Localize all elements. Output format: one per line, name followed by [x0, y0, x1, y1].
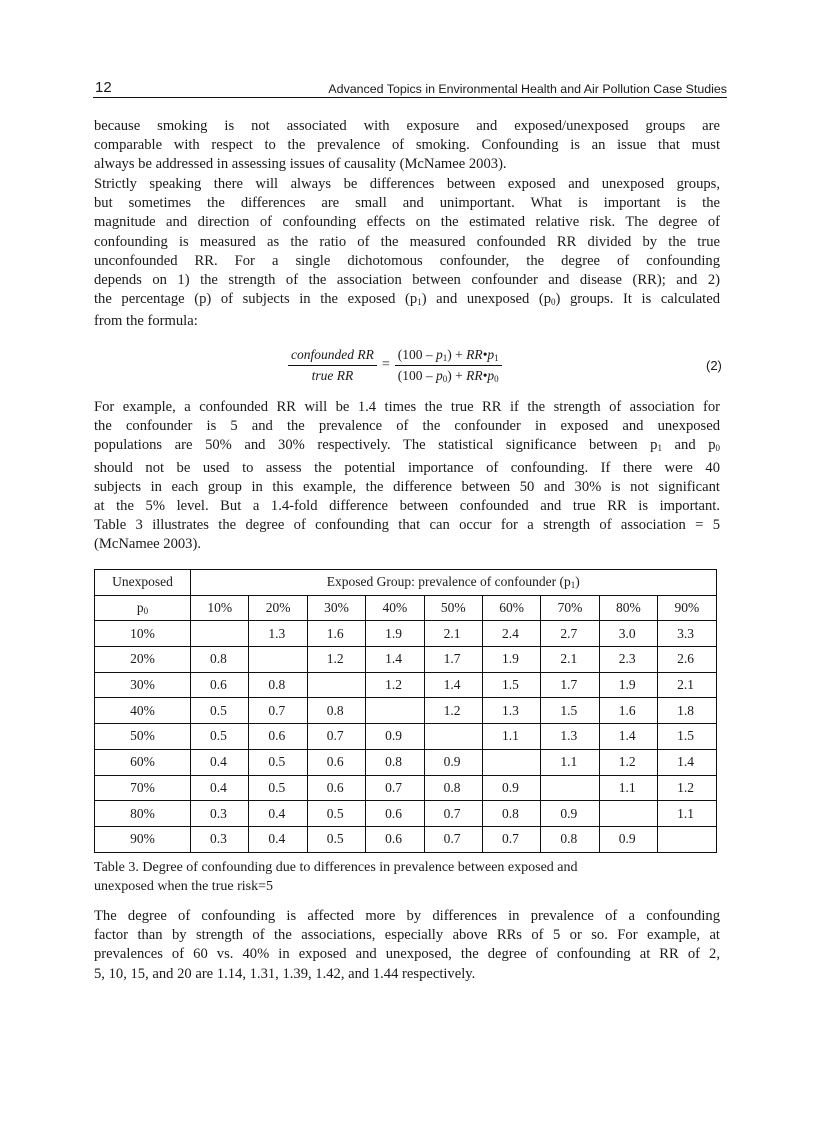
table-cell: 0.7: [424, 801, 482, 827]
text-line: Table 3 illustrates the degree of confounding that can occur for a strength of association = 5: [94, 517, 720, 534]
table-cell: 0.8: [482, 801, 540, 827]
table-cell: 1.4: [424, 672, 482, 698]
group-header: [191, 570, 717, 596]
fraction-denominator: true RR: [311, 367, 354, 383]
variable: RR•p: [466, 367, 495, 383]
fraction-numerator: confounded RR: [288, 347, 377, 366]
subscript: 1: [442, 352, 448, 363]
caption-line: Table 3. Degree of confounding due to differences in prevalence between exposed and: [94, 860, 578, 875]
row-header: 20%: [95, 647, 191, 673]
page-number: 12: [95, 79, 112, 96]
table-cell: [424, 724, 482, 750]
text-line: because smoking is not associated with exposure and exposed/unexposed groups are: [94, 118, 720, 134]
table-cell: 2.6: [658, 647, 716, 673]
table-cell: [658, 826, 716, 852]
row-header: 50%: [95, 724, 191, 750]
column-header: 70%: [541, 595, 599, 621]
row-header-label: [95, 595, 191, 621]
text-fragment: Exposed Group: prevalence of confounder (p: [326, 574, 571, 590]
text-line: [94, 290, 720, 312]
table-cell: 2.7: [541, 621, 599, 647]
column-header: 80%: [599, 595, 657, 621]
table-cell: [599, 801, 657, 827]
text-fragment: ) +: [447, 367, 467, 383]
table-cell: 1.6: [307, 621, 365, 647]
column-header: 90%: [658, 595, 716, 621]
table-cell: 0.8: [424, 775, 482, 801]
text-fragment: the percentage (p) of subjects in the exposed (p: [94, 291, 418, 308]
subscript: 0: [442, 373, 448, 384]
paragraph-example: [94, 398, 720, 555]
text-line: depends on 1) the strength of the association between confounder and disease (RR); and 2): [94, 272, 720, 289]
table-cell: 1.9: [482, 647, 540, 673]
equation-confounding-ratio: [288, 344, 502, 386]
text-line: For example, a confounded RR will be 1.4 times the true RR if the strength of association for: [94, 399, 720, 415]
caption-line: unexposed when the true risk=5: [94, 879, 273, 894]
paragraph-confounding-degree: [94, 175, 720, 332]
subscript: 1: [417, 297, 422, 308]
text-fragment: ) and unexposed (p: [421, 291, 552, 308]
text-line: factor than by strength of the associations, especially above RRs of 5 or so. For example, at: [94, 927, 720, 944]
column-header: 60%: [482, 595, 540, 621]
table-cell: 0.6: [191, 672, 249, 698]
text-line: should not be used to assess the potential importance of confounding. If there were 40: [94, 459, 720, 476]
table-cell: 0.7: [249, 698, 307, 724]
text-line: Strictly speaking there will always be differences between exposed and unexposed groups,: [94, 176, 720, 192]
table-cell: 1.1: [599, 775, 657, 801]
table-cell: 1.2: [599, 749, 657, 775]
text-line: unconfounded RR. For a single dichotomous confounder, the degree of confounding: [94, 252, 720, 269]
table-cell: 0.9: [482, 775, 540, 801]
table-cell: 0.7: [424, 826, 482, 852]
table-caption: [94, 858, 720, 896]
table-cell: 3.0: [599, 621, 657, 647]
text-fragment: (100 –: [397, 367, 437, 383]
row-header: 80%: [95, 801, 191, 827]
variable: p: [436, 367, 443, 383]
table-cell: 1.2: [307, 647, 365, 673]
row-header: 40%: [95, 698, 191, 724]
variable: RR•p: [466, 346, 495, 362]
fraction-denominator: [395, 366, 502, 384]
table-cell: 1.8: [658, 698, 716, 724]
subscript: 1: [494, 352, 499, 363]
fraction-numerator: [395, 347, 502, 366]
paragraph-causality: [94, 117, 720, 175]
table-cell: 1.2: [424, 698, 482, 724]
table-cell: 0.6: [307, 749, 365, 775]
table-row: [95, 621, 717, 647]
table-cell: 0.8: [307, 698, 365, 724]
column-header: 20%: [249, 595, 307, 621]
fraction-left: [288, 347, 377, 384]
table-cell: 1.4: [658, 749, 716, 775]
table-cell: 1.2: [366, 672, 424, 698]
table-row: [95, 801, 717, 827]
table-row: [95, 826, 717, 852]
column-header: 30%: [307, 595, 365, 621]
table-cell: 0.6: [366, 801, 424, 827]
row-header: 70%: [95, 775, 191, 801]
table-cell: 0.3: [191, 826, 249, 852]
table-cell: 1.4: [599, 724, 657, 750]
text-line: from the formula:: [94, 313, 198, 330]
table-cell: [307, 672, 365, 698]
table-cell: 1.3: [482, 698, 540, 724]
page-header: [93, 79, 727, 98]
table-cell: 2.1: [424, 621, 482, 647]
column-header: 50%: [424, 595, 482, 621]
text-fragment: ) +: [447, 346, 467, 362]
text-fragment: ): [575, 574, 580, 590]
table-cell: 2.3: [599, 647, 657, 673]
text-line: the confounder is 5 and the prevalence of the confounder in exposed and unexposed: [94, 418, 720, 435]
text-fragment: populations are 50% and 30% respectively. The statistical significance between p: [94, 437, 658, 454]
text-fragment: and p: [661, 437, 716, 454]
table-row: [95, 672, 717, 698]
table-cell: 0.8: [249, 672, 307, 698]
table-cell: 1.9: [599, 672, 657, 698]
table-cell: 0.6: [307, 775, 365, 801]
table-cell: [366, 698, 424, 724]
corner-header: Unexposed: [95, 570, 191, 596]
table-cell: 0.5: [307, 826, 365, 852]
table-cell: 1.7: [424, 647, 482, 673]
table-cell: [541, 775, 599, 801]
table-cell: 0.7: [482, 826, 540, 852]
table-cell: 1.3: [249, 621, 307, 647]
table-row: [95, 647, 717, 673]
table-cell: 0.5: [191, 698, 249, 724]
subscript: 0: [494, 373, 499, 384]
table-cell: 0.3: [191, 801, 249, 827]
column-header: 40%: [366, 595, 424, 621]
row-header: 30%: [95, 672, 191, 698]
table-cell: 0.4: [191, 749, 249, 775]
text-line: but sometimes the differences are small and unimportant. What is important is the: [94, 195, 720, 212]
row-header: 10%: [95, 621, 191, 647]
table-cell: 2.1: [658, 672, 716, 698]
table-cell: 0.8: [191, 647, 249, 673]
table-cell: 0.6: [249, 724, 307, 750]
text-line: comparable with respect to the prevalence of smoking. Confounding is an issue that must: [94, 137, 720, 154]
table-cell: 1.4: [366, 647, 424, 673]
table-cell: 0.5: [307, 801, 365, 827]
subscript: 0: [143, 606, 149, 617]
text-line: subjects in each group in this example, the difference between 50 and 30% is not significant: [94, 478, 720, 495]
row-header: 60%: [95, 749, 191, 775]
subscript: 0: [715, 443, 720, 454]
table-cell: 0.9: [366, 724, 424, 750]
subscript: 1: [570, 580, 576, 591]
table-cell: 0.6: [366, 826, 424, 852]
text-line: The degree of confounding is affected more by differences in prevalence of a confounding: [94, 908, 720, 924]
table-cell: 0.5: [249, 749, 307, 775]
table-cell: 2.4: [482, 621, 540, 647]
table-row: [95, 698, 717, 724]
table-row: [95, 775, 717, 801]
text-line: (McNamee 2003).: [94, 536, 201, 553]
table-column-header-row: [95, 595, 717, 621]
text-line: prevalences of 60 vs. 40% in exposed and unexposed, the degree of confounding at RR of 2,: [94, 946, 720, 963]
table-cell: 0.4: [191, 775, 249, 801]
table-cell: 1.1: [541, 749, 599, 775]
equals-sign: =: [381, 357, 390, 372]
table-cell: 2.1: [541, 647, 599, 673]
table-cell: [482, 749, 540, 775]
table-cell: 1.5: [541, 698, 599, 724]
table-cell: 0.4: [249, 801, 307, 827]
equation-number: (2): [706, 358, 722, 373]
table-cell: 1.5: [482, 672, 540, 698]
table-cell: 1.7: [541, 672, 599, 698]
table-row: [95, 724, 717, 750]
text-line: [94, 436, 720, 458]
table-cell: 0.7: [307, 724, 365, 750]
running-title: Advanced Topics in Environmental Health and Air Pollution Case Studies: [328, 82, 727, 96]
table-cell: 1.6: [599, 698, 657, 724]
table-cell: 1.3: [541, 724, 599, 750]
table-cell: 0.8: [541, 826, 599, 852]
table-cell: 3.3: [658, 621, 716, 647]
text-fragment: ) groups. It is calculated: [555, 291, 720, 308]
text-fragment: (100 –: [397, 346, 437, 362]
table-row: [95, 749, 717, 775]
confounding-table: [94, 569, 717, 853]
table-cell: 0.8: [366, 749, 424, 775]
table-cell: [191, 621, 249, 647]
column-header: 10%: [191, 595, 249, 621]
text-line: always be addressed in assessing issues of causality (McNamee 2003).: [94, 156, 507, 173]
subscript: 0: [551, 297, 556, 308]
table-cell: 1.2: [658, 775, 716, 801]
text-line: confounding is measured as the ratio of the measured confounded RR divided by the true: [94, 233, 720, 250]
text-line: at the 5% level. But a 1.4-fold difference between confounded and true RR is important.: [94, 498, 720, 515]
table-cell: 0.9: [541, 801, 599, 827]
text-fragment: p: [136, 600, 144, 616]
table-cell: 0.5: [191, 724, 249, 750]
table-cell: 0.4: [249, 826, 307, 852]
table-header-row: [95, 570, 717, 596]
fraction-right: [395, 347, 502, 384]
table-cell: 1.1: [482, 724, 540, 750]
row-header: 90%: [95, 826, 191, 852]
table-cell: 0.7: [366, 775, 424, 801]
table-cell: 0.9: [424, 749, 482, 775]
text-line: magnitude and direction of confounding effects on the estimated relative risk. The degree of: [94, 214, 720, 231]
text-line: 5, 10, 15, and 20 are 1.14, 1.31, 1.39, 1.42, and 1.44 respectively.: [94, 965, 476, 982]
table-cell: 0.9: [599, 826, 657, 852]
table-cell: 1.5: [658, 724, 716, 750]
paragraph-prevalence-effect: [94, 907, 720, 984]
table-cell: [249, 647, 307, 673]
table-cell: 1.1: [658, 801, 716, 827]
table-cell: 0.5: [249, 775, 307, 801]
subscript: 1: [657, 443, 662, 454]
table-cell: 1.9: [366, 621, 424, 647]
variable: p: [436, 346, 443, 362]
